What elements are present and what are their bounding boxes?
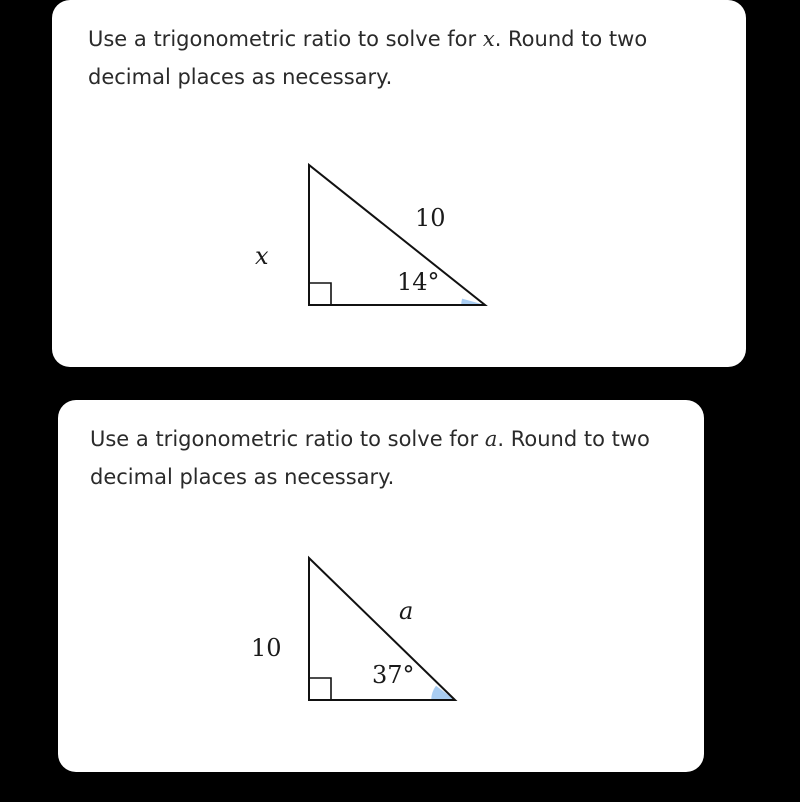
problem-2-text-after: . Round to two decimal places as necessary. (90, 427, 650, 489)
angle-label-2: 37° (372, 661, 415, 689)
problem-card-1 (52, 0, 746, 367)
problem-2-variable: a (484, 427, 498, 451)
side-label-vertical-2: 10 (251, 634, 282, 662)
side-label-hypotenuse-2: a (399, 597, 414, 625)
triangle-diagram-1 (52, 0, 746, 367)
problem-card-2 (58, 400, 704, 772)
side-label-hypotenuse-1: 10 (415, 204, 446, 232)
problem-1-text-after: . Round to two decimal places as necessary. (88, 27, 648, 89)
triangle-diagram-2 (58, 400, 704, 772)
side-label-vertical-1: x (255, 242, 269, 270)
problem-1-variable: x (482, 27, 495, 51)
problem-2-text-before: Use a trigonometric ratio to solve for (90, 427, 485, 451)
angle-label-1: 14° (397, 268, 440, 296)
problem-1-text-before: Use a trigonometric ratio to solve for (88, 27, 483, 51)
right-angle-marker-1 (309, 283, 331, 305)
right-angle-marker-2 (309, 678, 331, 700)
